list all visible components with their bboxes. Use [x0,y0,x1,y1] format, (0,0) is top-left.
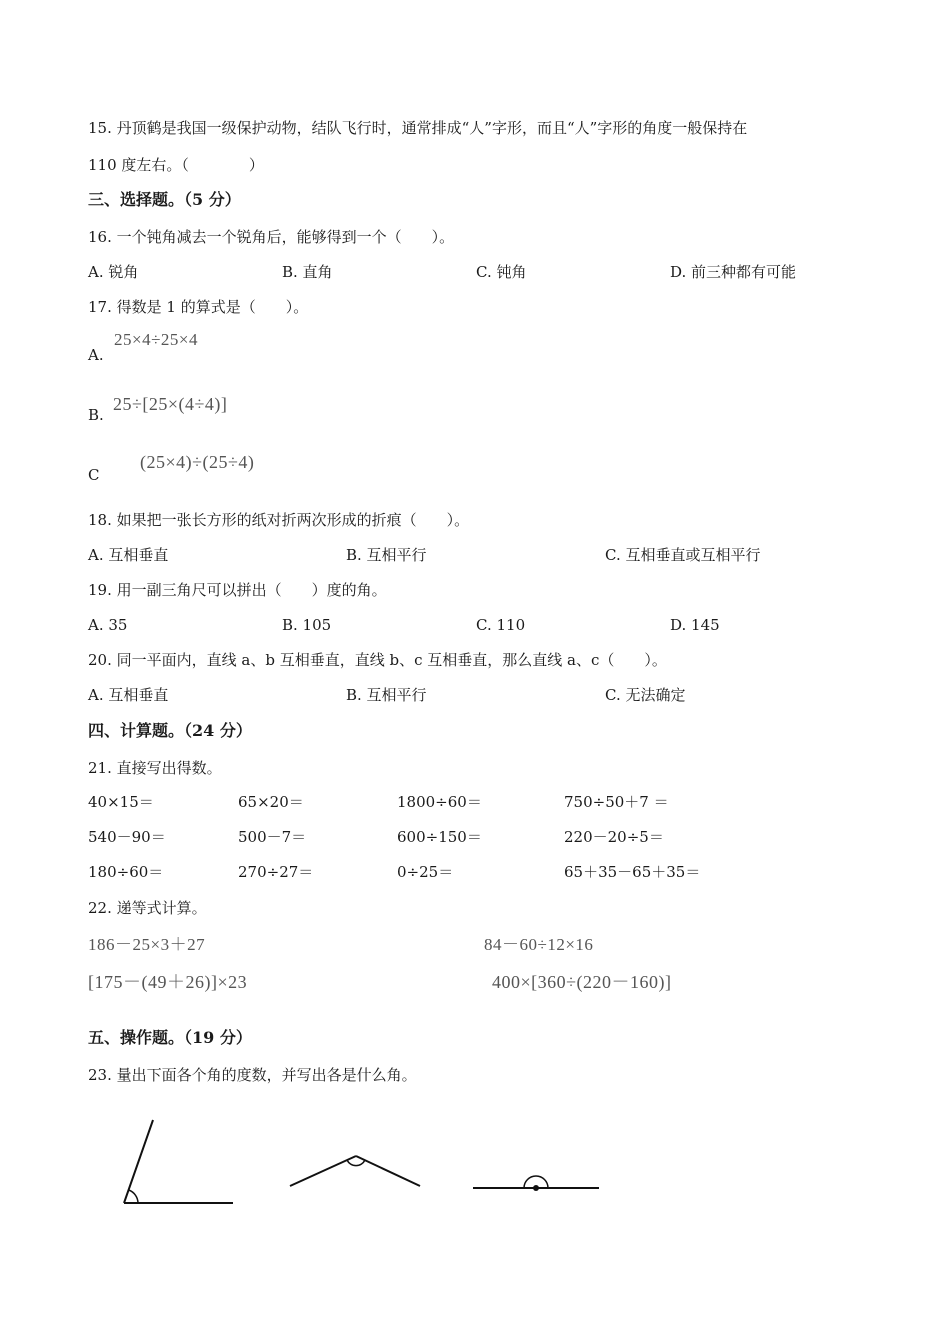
q21-r1c1: 40×15＝ [88,793,154,811]
q22-expression-2: 84－60÷12×16 [484,935,594,954]
q22-expression-1: 186－25×3＋27 [88,935,206,954]
q17-label-a[interactable]: A. [88,346,104,364]
q19-stem: 19. 用一副三角尺可以拼出（ ）度的角。 [88,581,387,599]
q16-option-c[interactable]: C. 钝角 [476,263,527,281]
q21-r1c4: 750÷50＋7 ＝ [564,793,669,811]
q16-option-b[interactable]: B. 直角 [282,263,333,281]
q16-stem: 16. 一个钝角减去一个锐角后，能够得到一个（ ）。 [88,228,455,246]
acute-angle-figure [118,1114,238,1210]
obtuse-angle-figure [286,1148,426,1192]
q16-option-d[interactable]: D. 前三种都有可能 [670,263,797,281]
q21-r3c1: 180÷60＝ [88,863,164,881]
q18-option-b[interactable]: B. 互相平行 [346,546,427,564]
q15-line2: 110 度左右。（ ） [88,156,264,174]
straight-angle-figure [470,1166,602,1194]
q16-option-a[interactable]: A. 锐角 [88,263,139,281]
q22-stem: 22. 递等式计算。 [88,899,207,917]
q17-expression-c: (25×4)÷(25÷4) [140,452,255,472]
q18-option-c[interactable]: C. 互相垂直或互相平行 [605,546,761,564]
q21-r2c3: 600÷150＝ [397,828,482,846]
q21-stem: 21. 直接写出得数。 [88,759,222,777]
q23-stem: 23. 量出下面各个角的度数，并写出各是什么角。 [88,1066,417,1084]
section4-title: 四、计算题。（24 分） [88,721,252,740]
q17-stem: 17. 得数是 1 的算式是（ ）。 [88,298,309,316]
q20-option-b[interactable]: B. 互相平行 [346,686,427,704]
q20-stem: 20. 同一平面内，直线 a、b 互相垂直，直线 b、c 互相垂直，那么直线 a、c（ ）。 [88,651,667,669]
q22-expression-4: 400×[360÷(220－160)] [492,972,672,992]
q18-stem: 18. 如果把一张长方形的纸对折两次形成的折痕（ ）。 [88,511,470,529]
q17-expression-b: 25÷[25×(4÷4)] [113,394,228,414]
q21-r1c3: 1800÷60＝ [397,793,482,811]
q17-label-c[interactable]: C [88,466,100,484]
q18-option-a[interactable]: A. 互相垂直 [88,546,169,564]
section5-title: 五、操作题。（19 分） [88,1028,252,1047]
section3-title: 三、选择题。（5 分） [88,190,241,209]
q21-r2c4: 220－20÷5＝ [564,828,664,846]
q17-expression-a: 25×4÷25×4 [114,330,199,349]
q19-option-b[interactable]: B. 105 [282,616,332,634]
q21-r1c2: 65×20＝ [238,793,304,811]
q17-label-b[interactable]: B. [88,406,104,424]
q21-r3c3: 0÷25＝ [397,863,454,881]
q20-option-a[interactable]: A. 互相垂直 [88,686,169,704]
q19-option-a[interactable]: A. 35 [88,616,128,634]
q19-option-c[interactable]: C. 110 [476,616,526,634]
q21-r3c4: 65＋35－65＋35＝ [564,863,701,881]
q19-option-d[interactable]: D. 145 [670,616,720,634]
q22-expression-3: [175－(49＋26)]×23 [88,972,248,992]
q21-r3c2: 270÷27＝ [238,863,314,881]
q21-r2c1: 540－90＝ [88,828,166,846]
q15-line1: 15. 丹顶鹤是我国一级保护动物，结队飞行时，通常排成“人”字形，而且“人”字形的角度一般保持在 [88,119,748,137]
q21-r2c2: 500－7＝ [238,828,307,846]
q20-option-c[interactable]: C. 无法确定 [605,686,686,704]
